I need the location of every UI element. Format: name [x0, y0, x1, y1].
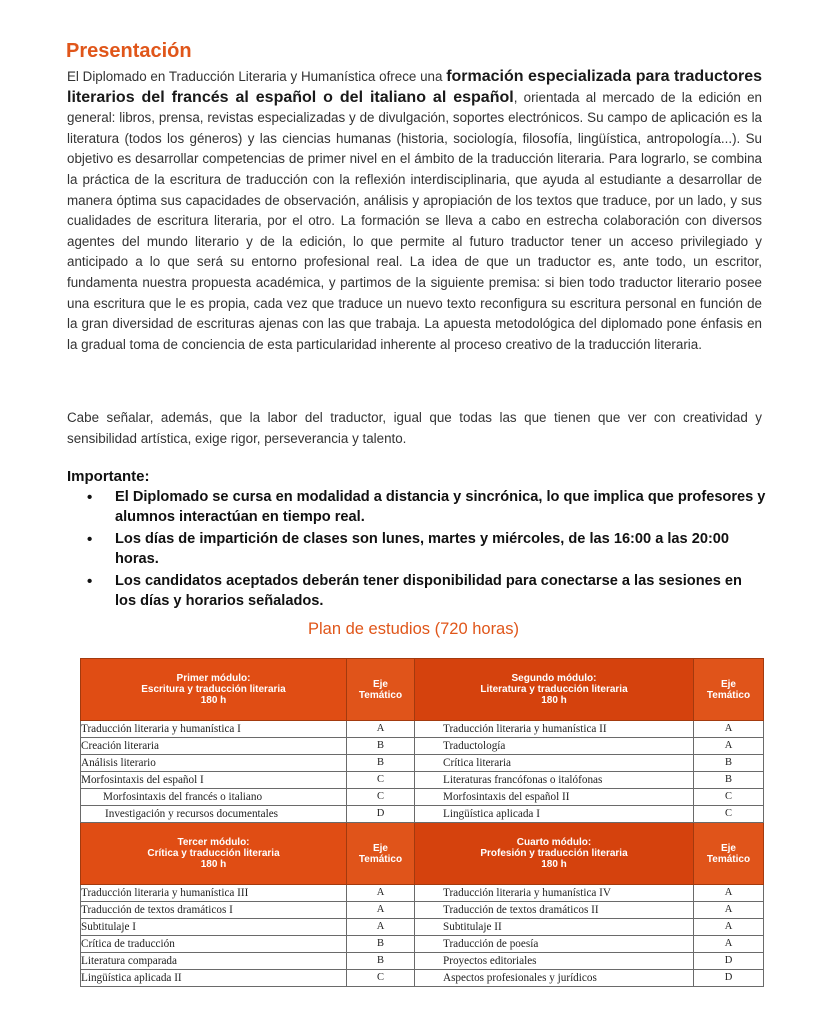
subject-cell: Subtitulaje II [415, 919, 694, 936]
plan-title: Plan de estudios (720 horas) [308, 620, 519, 638]
module-header [81, 823, 347, 885]
module-subtitle: Literatura y traducción literaria [480, 684, 628, 695]
list-item: • Los candidatos aceptados deberán tener disponibilidad para conectarse a las sesiones en los días y horarios señalados. [86, 572, 766, 611]
module-subtitle: Profesión y traducción literaria [480, 848, 628, 859]
eje-cell: A [347, 721, 415, 738]
eje-cell: B [694, 755, 764, 772]
eje-cell: A [347, 885, 415, 902]
subject-cell: Lingüística aplicada I [415, 806, 694, 823]
list-item: • Los días de impartición de clases son lunes, martes y miércoles, de las 16:00 a las 20:00 horas. [86, 530, 766, 569]
eje-cell: D [347, 806, 415, 823]
eje-cell: A [347, 902, 415, 919]
intro-text-start: El Diplomado en Traducción Literaria y Humanística ofrece una [67, 69, 447, 84]
subject-cell: Morfosintaxis del español I [81, 772, 347, 789]
eje-label: Eje [372, 678, 388, 690]
table-row [81, 772, 764, 789]
important-title: Importante: [67, 468, 150, 485]
table-row [81, 806, 764, 823]
table-row [81, 902, 764, 919]
subject-cell: Literaturas francófonas o italófonas [415, 772, 694, 789]
subject-cell: Investigación y recursos documentales [81, 806, 347, 823]
eje-cell: D [694, 970, 764, 987]
eje-header [694, 823, 764, 885]
eje-cell: B [694, 772, 764, 789]
table-row [81, 721, 764, 738]
module-hours: 180 h [541, 859, 567, 870]
eje-cell: A [694, 721, 764, 738]
module-header [415, 823, 694, 885]
module-hours: 180 h [541, 695, 567, 706]
table-row [81, 936, 764, 953]
table-row [81, 755, 764, 772]
section-heading: Presentación [66, 40, 192, 62]
subject-cell: Crítica literaria [415, 755, 694, 772]
eje-cell: B [347, 755, 415, 772]
eje-cell: C [347, 789, 415, 806]
eje-cell: A [694, 902, 764, 919]
subject-cell: Traducción de textos dramáticos II [415, 902, 694, 919]
list-item: • El Diplomado se cursa en modalidad a distancia y sincrónica, lo que implica que profesores y alumnos interactúan en tiempo real. [86, 488, 766, 527]
eje-cell: B [347, 738, 415, 755]
intro-text-bold: formación especializada para traductores literarios del francés al español o del italiano al español [67, 68, 762, 106]
eje-label: Eje [720, 842, 736, 854]
subject-cell: Aspectos profesionales y jurídicos [415, 970, 694, 987]
table-row [81, 789, 764, 806]
eje-header [694, 659, 764, 721]
eje-cell: B [347, 953, 415, 970]
subject-cell: Traducción de poesía [415, 936, 694, 953]
module-hours: 180 h [200, 859, 227, 870]
subject-cell: Literatura comparada [81, 953, 347, 970]
subject-cell: Traductología [415, 738, 694, 755]
subject-cell: Traducción de textos dramáticos I [81, 902, 347, 919]
eje-header [347, 823, 415, 885]
eje-cell: A [347, 919, 415, 936]
table-row [81, 885, 764, 902]
subject-cell: Lingüística aplicada II [81, 970, 347, 987]
eje-cell: A [694, 738, 764, 755]
subject-cell: Traducción literaria y humanística III [81, 885, 347, 902]
module-name: Primer módulo: [176, 673, 251, 684]
subject-cell: Morfosintaxis del español II [415, 789, 694, 806]
eje-cell: C [694, 806, 764, 823]
module-header [81, 659, 347, 721]
subject-cell: Proyectos editoriales [415, 953, 694, 970]
subject-cell: Morfosintaxis del francés o italiano [81, 789, 347, 806]
table-row [81, 738, 764, 755]
eje-label: Eje [372, 842, 388, 854]
eje-cell: C [694, 789, 764, 806]
module-name: Tercer módulo: [177, 837, 250, 848]
module-subtitle: Crítica y traducción literaria [147, 848, 280, 859]
eje-cell: D [694, 953, 764, 970]
module-hours: 180 h [200, 695, 227, 706]
eje-header [347, 659, 415, 721]
second-paragraph: Cabe señalar, además, que la labor del traductor, igual que todas las que tienen que ver con creatividad y sensibilidad artística, exige rigor, perseverancia y talento. [67, 410, 762, 446]
eje-label: Eje [720, 678, 736, 690]
table-row [81, 953, 764, 970]
table-row [81, 970, 764, 987]
subject-cell: Análisis literario [81, 755, 347, 772]
module-name: Cuarto módulo: [516, 837, 592, 848]
eje-cell: A [694, 885, 764, 902]
subject-cell: Traducción literaria y humanística II [415, 721, 694, 738]
module-header [415, 659, 694, 721]
important-list [86, 488, 766, 614]
eje-cell: A [694, 919, 764, 936]
eje-label: Temático [706, 689, 751, 701]
subject-cell: Creación literaria [81, 738, 347, 755]
eje-cell: A [694, 936, 764, 953]
table-row [81, 919, 764, 936]
eje-cell: C [347, 772, 415, 789]
eje-cell: B [347, 936, 415, 953]
eje-label: Temático [358, 689, 403, 701]
module-name: Segundo módulo: [511, 673, 597, 684]
table-header-row [81, 823, 764, 885]
eje-label: Temático [706, 853, 751, 865]
eje-cell: C [347, 970, 415, 987]
subject-cell: Traducción literaria y humanística I [81, 721, 347, 738]
eje-label: Temático [358, 853, 403, 865]
subject-cell: Subtitulaje I [81, 919, 347, 936]
intro-text-rest: , orientada al mercado de la edición en general: libros, prensa, revistas especializadas y de divulgación, soportes electrónicos. Su campo de aplicación es la literatura (todos los géneros) y las ciencias humanas (historia, sociología, filosofía, lingüística, antropología...). Su objetivo es desarrollar competencias de primer nivel en el ámbito de la traducción literaria. Para lograrlo, se combina la práctica de la escritura de traducción con la reflexión interdisciplinaria, que ayuda al estudiante a desarrollar de manera óptima sus capacidades de observación, análisis y apropiación de los textos que traduce, por un lado, y sus cualidades de escritura literaria, por el otro. La formación se lleva a cabo en estrecha colaboración con diversos agentes del mundo literario y de la edición, lo que permite al futuro traductor tener un acceso privilegiado y anticipado a lo que será su entorno profesional real. La idea de que un traductor es, ante todo, un escritor, fundamenta nuestra propuesta académica, y partimos de la siguiente premisa: si bien todo traductor literario posee una escritura que le es propia, cada vez que traduce un nuevo texto reconfigura su escritura personal en función de la gran diversidad de escrituras ajenas con las que trabaja. La apuesta metodológica del diplomado pone énfasis en la gradual toma de conciencia de esta particularidad inherente al proceso creativo de la traducción literaria. [67, 89, 762, 352]
subject-cell: Crítica de traducción [81, 936, 347, 953]
module-subtitle: Escritura y traducción literaria [141, 684, 286, 695]
intro-paragraph [67, 67, 762, 355]
table-header-row [81, 659, 764, 721]
subject-cell: Traducción literaria y humanística IV [415, 885, 694, 902]
study-plan-table [80, 658, 764, 987]
